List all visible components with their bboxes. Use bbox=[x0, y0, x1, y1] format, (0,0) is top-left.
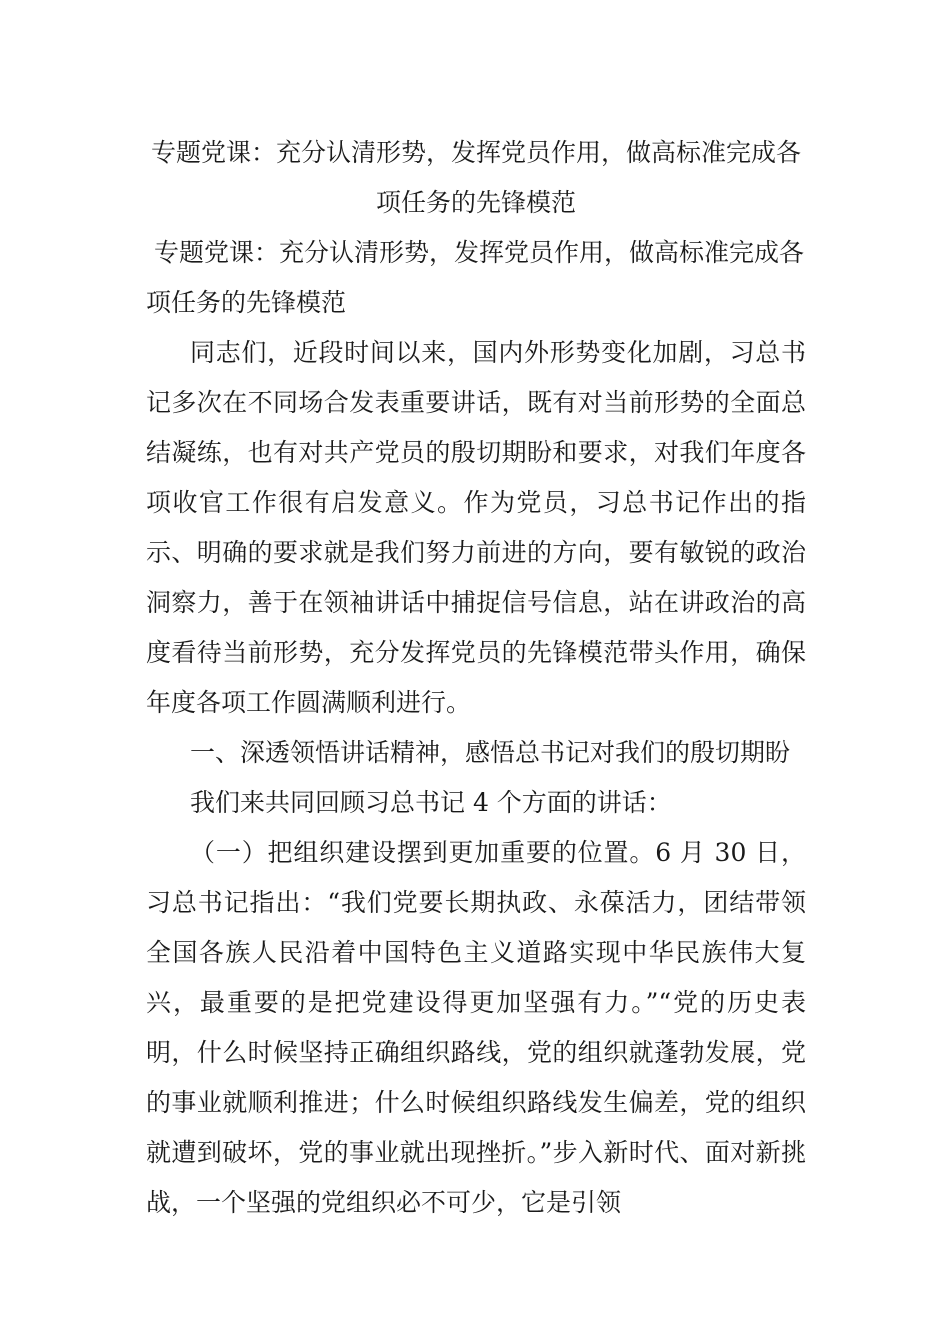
paragraph-review: 我们来共同回顾习总书记 4 个方面的讲话： bbox=[190, 788, 672, 817]
paragraph-intro: 同志们，近段时间以来，国内外形势变化加剧，习总书记多次在不同场合发表重要讲话，既有对当前形势的全面总结凝练，也有对共产党员的殷切期盼和要求，对我们年度各项收官工作很有启发意义。作为党员，习总书记作出的指示、明确的要求就是我们努力前进的方向，要有敏锐的政治洞察力，善于在领袖讲话中捕捉信号信息，站在讲政治的高度看待当前形势，充分发挥党员的先锋模范带头作用，确保年度各项工作圆满顺利进行。 bbox=[146, 338, 806, 717]
paragraph-point-1: （一）把组织建设摆到更加重要的位置。6 月 30 日，习总书记指出：“我们党要长期执政、永葆活力，团结带领全国各族人民沿着中国特色主义道路实现中华民族伟大复兴，最重要的是把党建设得更加坚强有力。”“党的历史表明，什么时候坚持正确组织路线，党的组织就蓬勃发展，党的事业就顺利推进；什么时候组织路线发生偏差，党的组织就遭到破坏，党的事业就出现挫折。”步入新时代、面对新挑战，一个坚强的党组织必不可少，它是引领 bbox=[146, 838, 806, 1217]
document-title: 专题党课：充分认清形势，发挥党员作用，做高标准完成各项任务的先锋模范 bbox=[150, 138, 801, 217]
document-subtitle: 专题党课：充分认清形势，发挥党员作用，做高标准完成各项任务的先锋模范 bbox=[146, 238, 805, 317]
section-heading-1: 一、深透领悟讲话精神，感悟总书记对我们的殷切期盼 bbox=[190, 738, 791, 767]
document-page bbox=[146, 128, 806, 1228]
